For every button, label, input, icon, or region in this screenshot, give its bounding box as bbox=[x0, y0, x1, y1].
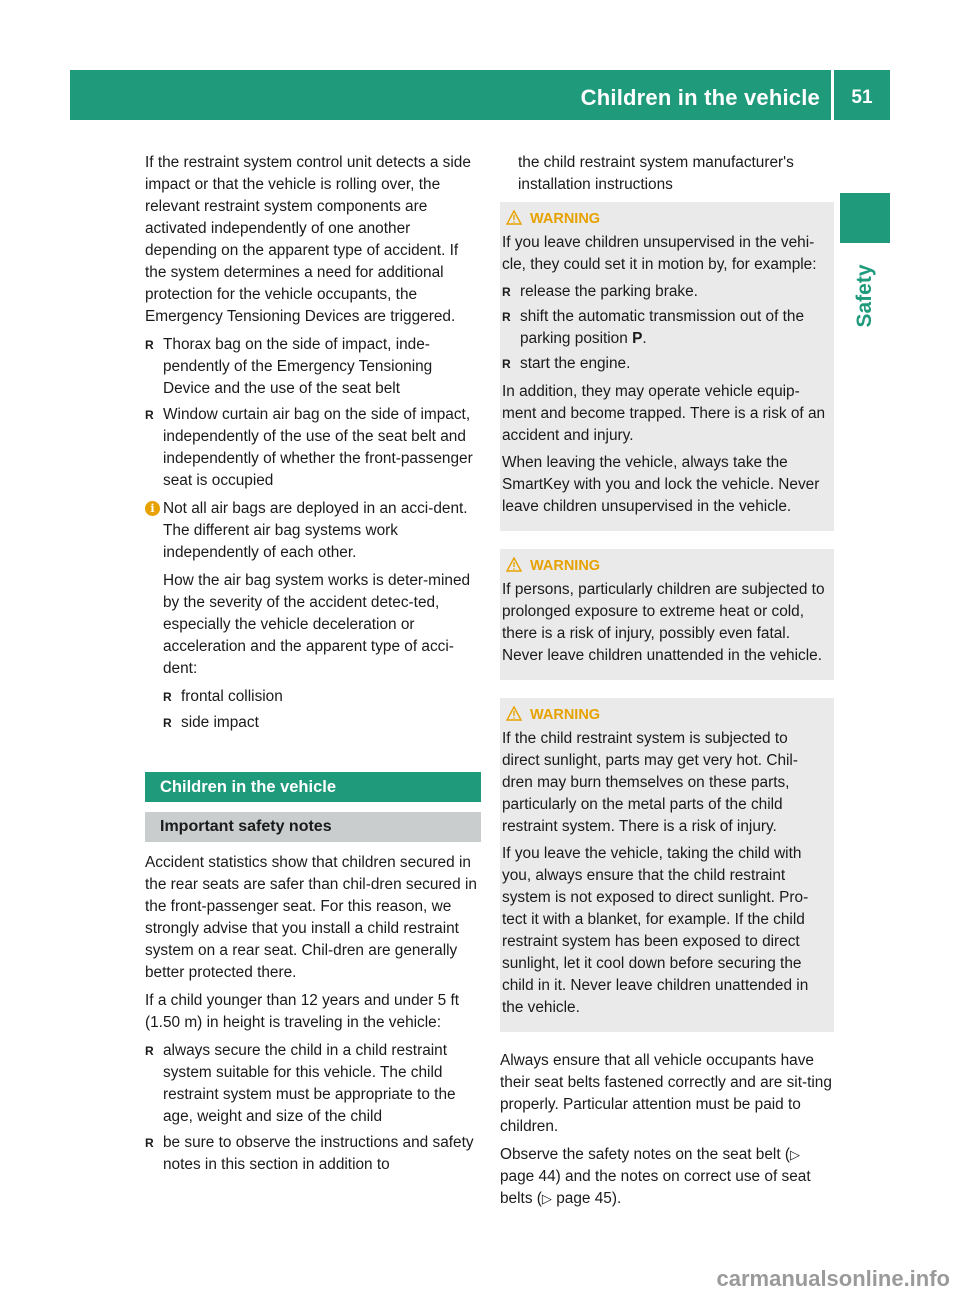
list-item: R shift the automatic transmission out of the parking position P. bbox=[502, 306, 826, 350]
list-item: R be sure to observe the instructions and safety notes in this section in addition to bbox=[145, 1132, 481, 1176]
warning-box bbox=[500, 202, 834, 531]
warning-label: WARNING bbox=[530, 707, 601, 723]
child-safety-bullet-list bbox=[145, 1040, 481, 1176]
body-text: Observe the safety notes on the seat belt bbox=[500, 1146, 781, 1163]
warning-text: If you leave children unsupervised in the vehi-cle, they could set it in motion by, for example: bbox=[502, 234, 817, 273]
body-paragraph: If a child younger than 12 years and under 5 ft (1.50 m) in height is traveling in the vehicle: bbox=[145, 992, 460, 1031]
info-icon: i bbox=[145, 501, 160, 516]
warning-text: If the child restraint system is subjected to direct sunlight, parts may get very hot. Chil-dren may burn themselves on these parts, particularly on the metal parts of the child restraint system. There is a risk of injury. bbox=[502, 730, 798, 835]
warning-text: In addition, they may operate vehicle equip-ment and become trapped. There is a risk of an accident and injury. bbox=[502, 383, 826, 444]
arrow-right-icon: ▷ bbox=[541, 1191, 552, 1206]
warning-triangle-icon bbox=[506, 210, 522, 225]
warning-title bbox=[502, 555, 826, 577]
info-note bbox=[145, 498, 481, 734]
list-item: R side impact bbox=[163, 712, 481, 734]
watermark: carmanualsonline.info bbox=[716, 1266, 950, 1291]
list-item: R start the engine. bbox=[502, 353, 826, 375]
list-item: R Thorax bag on the side of impact, inde-pendently of the Emergency Tensioning Device and the use of the seat belt bbox=[145, 334, 481, 400]
page-reference-link[interactable]: page 45 bbox=[556, 1190, 612, 1207]
list-item: R always secure the child in a child restraint system suitable for this vehicle. The child restraint system must be appropriate to the age, weight and size of the child bbox=[145, 1040, 481, 1128]
left-column bbox=[145, 152, 481, 1182]
warning-bullet-list bbox=[502, 281, 826, 375]
arrow-right-icon: ▷ bbox=[790, 1147, 801, 1162]
warning-triangle-icon bbox=[506, 706, 522, 721]
body-paragraph: Always ensure that all vehicle occupants have their seat belts fastened correctly and are sit-ting properly. Particular attention must be paid to children. bbox=[500, 1052, 832, 1135]
airbag-bullet-list bbox=[145, 334, 481, 492]
warning-title bbox=[502, 704, 826, 726]
list-item: R frontal collision bbox=[163, 686, 481, 708]
warning-box bbox=[500, 549, 834, 680]
note-bullet-list bbox=[163, 686, 481, 734]
note-paragraph: How the air bag system works is deter-mined by the severity of the accident detec-ted, especially the vehicle deceleration or acceleration and the apparent type of acci-dent: bbox=[163, 572, 471, 677]
right-column bbox=[500, 152, 834, 1216]
note-paragraph: Not all air bags are deployed in an acci-dent. The different air bag systems work independently of each other. bbox=[163, 500, 468, 561]
warning-triangle-icon bbox=[506, 557, 522, 572]
section-heading: Children in the vehicle bbox=[145, 772, 481, 802]
list-item: R Window curtain air bag on the side of impact, independently of the use of the seat belt and independently of whether the front-passenger seat is occupied bbox=[145, 404, 481, 492]
warning-title bbox=[502, 208, 826, 230]
side-tab bbox=[840, 246, 890, 346]
body-text: ). bbox=[611, 1190, 622, 1207]
page-reference-link[interactable]: page 44 bbox=[500, 1168, 556, 1185]
list-item-text: shift the automatic transmission out of the parking position bbox=[520, 308, 805, 347]
body-text: and the notes on correct use of seat belts bbox=[500, 1168, 811, 1207]
warning-label: WARNING bbox=[530, 211, 601, 227]
warning-text: If persons, particularly children are subjected to prolonged exposure to extreme heat or cold, there is a risk of injury, possibly even fatal. Never leave children unattended in the vehicle. bbox=[502, 581, 825, 664]
list-item: R release the parking brake. bbox=[502, 281, 826, 303]
warning-text: If you leave the vehicle, taking the child with you, always ensure that the child restraint system is not exposed to direct sunlight. Pro-tect it with a blanket, for example. If the child restraint system has been exposed to direct sunlight, let it cool down before securing the child in it. Never leave children unattended in the vehicle. bbox=[502, 845, 809, 1016]
side-tab-label: Safety bbox=[853, 264, 876, 328]
subsection-heading: Important safety notes bbox=[145, 812, 481, 842]
warning-text: When leaving the vehicle, always take the SmartKey with you and lock the vehicle. Never leave children unsupervised in the vehicle. bbox=[502, 454, 820, 515]
park-symbol: P bbox=[632, 330, 643, 347]
warning-label: WARNING bbox=[530, 558, 601, 574]
page-number: 51 bbox=[851, 87, 873, 108]
body-paragraph: Accident statistics show that children secured in the rear seats are safer than chil-dren secured in the front-passenger seat. For this reason, we strongly advise that you install a child restraint system on a rear seat. Chil-dren are generally better protected there. bbox=[145, 854, 477, 981]
warning-box bbox=[500, 698, 834, 1032]
cross-reference-paragraph: Observe the safety notes on the seat belt (▷ page 44) and the notes on correct use of seat belts (▷ page 45). bbox=[500, 1146, 811, 1207]
page-header-title: Children in the vehicle bbox=[580, 85, 820, 110]
side-tab-block bbox=[840, 193, 890, 243]
intro-paragraph: If the restraint system control unit detects a side impact or that the vehicle is rolling over, the relevant restraint system components are activated independently of one another depending on the apparent type of accident. If the system determines a need for additional protection for the vehicle occupants, the Emergency Tensioning Devices are triggered. bbox=[145, 154, 471, 325]
continuation-text: the child restraint system manufacturer's installation instructions bbox=[518, 154, 794, 193]
